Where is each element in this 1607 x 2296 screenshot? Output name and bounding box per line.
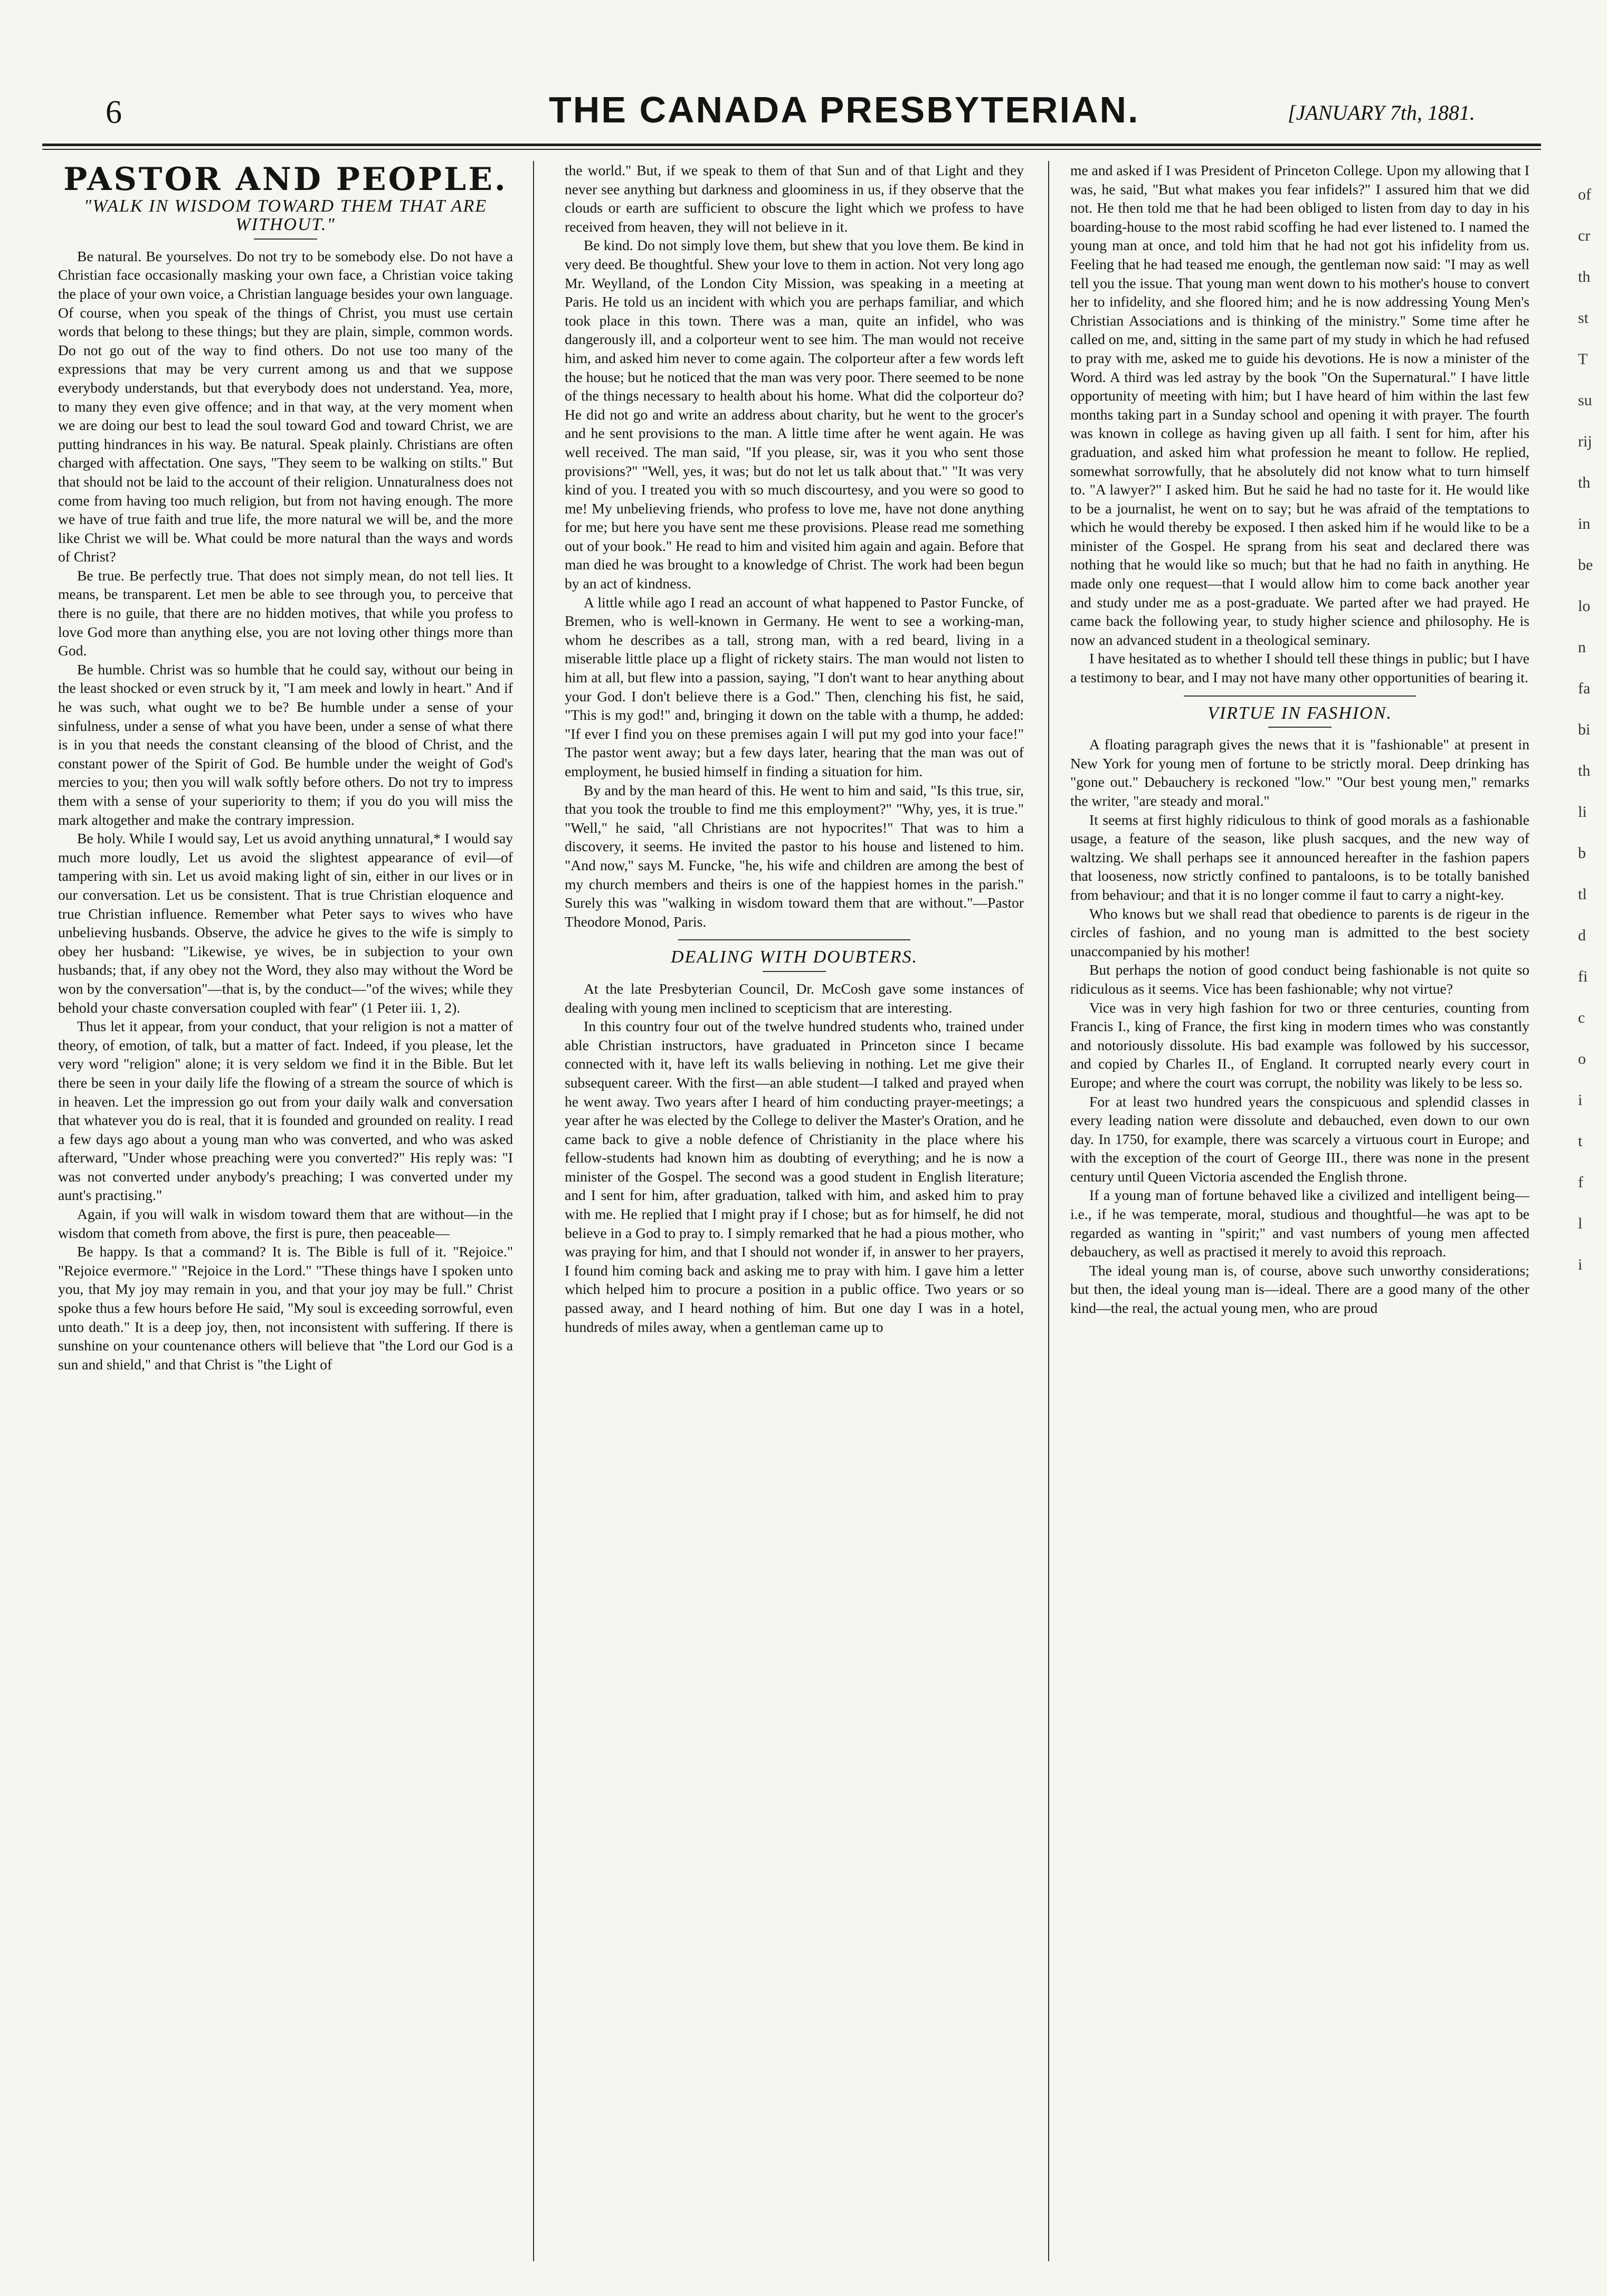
adjacent-page-fragment <box>1578 174 1607 1285</box>
margin-fragment: T <box>1578 350 1588 368</box>
article-title: VIRTUE IN FASHION. <box>1207 703 1392 723</box>
column-divider <box>1048 161 1049 2261</box>
margin-fragment: t <box>1578 1132 1583 1150</box>
margin-fragment: of <box>1578 186 1591 203</box>
paragraph: For at least two hundred years the conspicuous and splendid classes in every leading nation were dissolute and debauched, even down to our own day. In 1750, for example, there was scarcely a virtuous court in Europe; and with the exception of the court of George III., there was none in the present century until Queen Victoria ascended the English throne. <box>1070 1093 1529 1185</box>
margin-fragment: cr <box>1578 227 1591 244</box>
paragraph: In this country four out of the twelve hundred students who, trained under able Christian instructors, have graduated in Princeton since I became connected with it, have left its walls believing in nothing. Let me give their subsequent career. With the first—an able student—I talked and prayed when he went away. Two years after I heard of him conducting prayer-meetings; a year after he was elected by the College to deliver the Master's Oration, and he came back to give a noble defence of Christianity in the place where his fellow-students had known him as doubting of everything; and he is now a minister of the Gospel. The second was a good student in English literature; and I sent for him, after graduation, talked with him, and asked him to pray with me. He replied that I might pray if I chose; but as for himself, he did not believe in a God to pray to. I simply remarked that he had a pious mother, who was praying for him, and that I should not wonder if, in answer to her prayers, I found him coming back and asking me to pray with him. I gave him a letter which helped him to procure a position in a public office. Two years or so passed away, and I heard nothing of him. But one day I was in a hotel, hundreds of miles away, when a gentleman came up to <box>565 1018 1024 1335</box>
margin-fragment: in <box>1578 515 1591 532</box>
paragraph: Thus let it appear, from your conduct, that your religion is not a matter of theory, of emotion, of talk, but a matter of fact. Indeed, if you please, let the very word "religion" alone; it is very seldom we find it in the Bible. But let there be seen in your daily life the flowing of a stream the source of which is in heaven. Let the impression go out from your daily walk and conversation that whatever you do is real, that it is founded and grounded on reality. I read a few days ago about a young man who was converted, and who was asked afterward, "Under whose preaching were you converted?" His reply was: "I was not converted under anybody's preaching; I was converted under my aunt's practising." <box>58 1018 513 1204</box>
title-rule <box>254 239 317 240</box>
column-divider <box>533 161 534 2261</box>
margin-fragment: c <box>1578 1009 1585 1026</box>
article-title: DEALING WITH DOUBTERS. <box>670 947 918 967</box>
margin-fragment: lo <box>1578 597 1591 615</box>
masthead <box>0 0 1607 158</box>
masthead-rule <box>42 144 1541 146</box>
margin-fragment: d <box>1578 927 1586 944</box>
margin-fragment: fa <box>1578 680 1591 697</box>
paragraph: me and asked if I was President of Princeton College. Upon my allowing that I was, he said, "But what makes you fear infidels?" I assured him that we did not. He then told me that he had been obliged to listen from day to day in his boarding-house to the most rabid scoffing he had ever listened to. I named the young man at once, and told him that he had not got his infidelity from us. Feeling that he had teased me enough, the gentleman now said: "I may as well tell you the issue. That young man went down to his mother's house to convert her to infidelity, and she floored him; and he is now addressing Young Men's Christian Associations and is thinking of the ministry." Some time after he called on me, and, sitting in the same part of my study in which he had refused to pray with me, asked me to guide his devotions. He is now a minister of the Word. A third was led astray by the book "On the Supernatural." I have little opportunity of meeting with him; but I have heard of him within the last few months taking part in a Sunday school and opening it with prayer. The fourth was known in college as having given up all faith. I sent for him, after his graduation, and asked him what profession he meant to follow. He replied, somewhat sorrowfully, that he absolutely did not know what to turn himself to. "A lawyer?" I asked him. But he said he had no taste for it. He would like to be a journalist, he went on to say; but he was afraid of the temptations to which he would thereby be exposed. I then asked him if he would like to be a minister of the Gospel. He sprang from his seat and declared there was nothing that he would like so much; but that he had no faith in anything. He made only one request—that I would allow him to come back another year and study under me as a post-graduate. We parted after we had prayed. He came back the following year, to study higher science and philosophy. He is now an advanced student in a theological seminary. <box>1070 162 1529 648</box>
paragraph: It seems at first highly ridiculous to think of good morals as a fashionable usage, a feature of the season, like plush sacques, and the new way of waltzing. We shall perhaps see it announced hereafter in the fashion papers that looseness, now strictly confined to pantaloons, is to be totally banished from behaviour; and that it is no longer comme il faut to carry a night-key. <box>1070 811 1529 903</box>
paragraph: Be happy. Is that a command? It is. The Bible is full of it. "Rejoice." "Rejoice evermore." "Rejoice in the Lord." "These things have I spoken unto you, that My joy may remain in you, and that your joy may be full." Christ spoke thus a few hours before He said, "My soul is exceeding sorrowful, even unto death." It is a deep joy, then, not inconsistent with suffering. If there is sunshine on your countenance others will believe that "the Lord our God is a sun and shield," and that Christ is "the Light of <box>58 1243 513 1373</box>
column-2 <box>565 161 1024 2261</box>
paragraph: If a young man of fortune behaved like a civilized and intelligent being—i.e., if he was temperate, moral, studious and thoughtful—he was apt to be regarded as wanting in "spirit;" and vast numbers of young men affected debauchery, as well as practised it merely to avoid this reproach. <box>1070 1187 1529 1260</box>
article-rule <box>678 939 910 940</box>
newspaper-title: THE CANADA PRESBYTERIAN. <box>549 89 1140 130</box>
margin-fragment: b <box>1578 844 1586 862</box>
paragraph: A floating paragraph gives the news that it is "fashionable" at present in New York for young men of fortune to be strictly moral. Deep drinking has "gone out." Debauchery is reckoned "low." "Our best young men," remarks the writer, "are steady and moral." <box>1070 736 1529 809</box>
paragraph: Vice was in very high fashion for two or three centuries, counting from Francis I., king of France, the first king in modern times who was constantly and notoriously dissolute. His bad example was followed by his successor, and copied by Charles II., of England. It corrupted nearly every court in Europe; and where the court was corrupt, the nobility was likely to be less so. <box>1070 999 1529 1091</box>
paragraph: At the late Presbyterian Council, Dr. McCosh gave some instances of dealing with young men inclined to scepticism that are interesting. <box>565 980 1024 1016</box>
margin-fragment: th <box>1578 268 1591 285</box>
margin-fragment: st <box>1578 309 1589 327</box>
paragraph: I have hesitated as to whether I should tell these things in public; but I have a testimony to bear, and I may not have many other opportunities of bearing it. <box>1070 650 1529 686</box>
page-number: 6 <box>106 94 122 130</box>
title-rule <box>1268 727 1332 728</box>
margin-fragment: th <box>1578 762 1591 779</box>
article-rule <box>1184 696 1416 697</box>
section-heading: PASTOR AND PEOPLE. <box>63 161 508 198</box>
paragraph: Be humble. Christ was so humble that he could say, without our being in the least shocked or even struck by it, "I am meek and lowly in heart." And if he was such, what ought we to be? Be humble under a sense of your sinfulness, under a sense of what you have been, under a sense of what there is in you that needs the constant cleansing of the blood of Christ, and the constant power of the Spirit of God. Be humble under the weight of God's mercies to you; then you will walk softly before others. Do not try to impress them with a sense of your superiority to them; if you do you will miss the mark altogether and make the contrary impression. <box>58 661 513 828</box>
article-title: "WALK IN WISDOM TOWARD THEM THAT ARE WITHOUT." <box>83 196 488 235</box>
paragraph: Be holy. While I would say, Let us avoid anything unnatural,* I would say much more loudly, Let us avoid the slightest appearance of evil—of tampering with sin. Let us avoid making light of sin, either in our lives or in our conversation. Let us be consistent. That is true Christian eloquence and true Christian influence. Remember what Peter says to wives who have unbelieving husbands. Observe, the advice he gives to the wife is simply to obey her husband: "Likewise, ye wives, be in subjection to your own husbands; that, if any obey not the Word, they also may without the Word be won by the conversation"—that is, by the conduct—"of the wives; while they behold your chaste conversation coupled with fear" (1 Peter iii. 1, 2). <box>58 830 513 1016</box>
margin-fragment: bi <box>1578 721 1591 738</box>
masthead-rule-thin <box>42 149 1541 150</box>
column-3 <box>1070 161 1529 2261</box>
margin-fragment: l <box>1578 1215 1583 1232</box>
paragraph: Again, if you will walk in wisdom toward them that are without—in the wisdom that cometh from above, the first is pure, then peaceable— <box>58 1206 513 1241</box>
paragraph: The ideal young man is, of course, above such unworthy considerations; but then, the ideal young man is—ideal. There are a good many of the other kind—the real, the actual young men, who are proud <box>1070 1262 1529 1317</box>
margin-fragment: i <box>1578 1256 1583 1273</box>
margin-fragment: tl <box>1578 885 1587 903</box>
margin-fragment: su <box>1578 392 1592 409</box>
margin-fragment: o <box>1578 1050 1586 1068</box>
margin-fragment: th <box>1578 474 1591 491</box>
margin-fragment: f <box>1578 1174 1583 1191</box>
margin-fragment: rij <box>1578 433 1592 450</box>
paragraph: But perhaps the notion of good conduct being fashionable is not quite so ridiculous as it seems. Vice has been fashionable; why not virtue? <box>1070 961 1529 997</box>
paragraph: A little while ago I read an account of what happened to Pastor Funcke, of Bremen, who is well-known in Germany. He went to see a working-man, whom he describes as a tall, strong man, with a red beard, living in a miserable little place up a flight of rickety stairs. The man would not listen to him at all, but flew into a passion, saying, "I don't want to hear anything about your God. I don't believe there is a God." Then, clenching his fist, he said, "This is my god!" and, bringing it down on the table with a thump, he added: "If ever I find you on these premises again I will put my god into your face!" The pastor went away; but a few days later, hearing that the man was out of employment, he busied himself in finding a situation for him. <box>565 594 1024 779</box>
paragraph: Be natural. Be yourselves. Do not try to be somebody else. Do not have a Christian face occasionally masking your own face, a Christian voice taking the place of your own voice, a Christian language besides your own language. Of course, when you speak of the things of Christ, you must use certain words that belong to these things; but they are plain, simple, common words. Do not go out of the way to find others. Do not use too many of the expressions that may be very current among us and that we suppose everybody understands, but that everybody does not understand. Yea, more, to many they even give offence; and in that way, at the very moment when we are doing our best to lead the soul toward God and toward Christ, we are putting hindrances in his way. Be natural. Speak plainly. Christians are often charged with affectation. One says, "They seem to be walking on stilts." But that should not be laid to the account of their religion. Unnaturalness does not come from having too much religion, but from not having enough. The more we have of true faith and true life, the more natural we will be, and the more like Christ we will be. What could be more natural than the ways and words of Christ? <box>58 247 513 565</box>
margin-fragment: i <box>1578 1091 1583 1109</box>
margin-fragment: li <box>1578 803 1587 821</box>
paragraph: Who knows but we shall read that obedience to parents is de rigeur in the circles of fashion, and no young man is admitted to the best society unaccompanied by his mother! <box>1070 905 1529 959</box>
paragraph: Be true. Be perfectly true. That does not simply mean, do not tell lies. It means, be transparent. Let men be able to see through you, to perceive that there is no guile, that there are no hidden motives, that while you profess to love God more than anything else, you are not loving other things more than God. <box>58 567 513 659</box>
margin-fragment: be <box>1578 556 1593 574</box>
paragraph: By and by the man heard of this. He went to him and said, "Is this true, sir, that you took the trouble to find me this employment?" "Why, yes, it is true." "Well," he said, "all Christians are not hypocrites!" That was to him a discovery, it seems. He invited the pastor to his house and listened to him. "And now," says M. Funcke, "he, his wife and children are among the best of my church members and theirs is one of the happiest homes in the parish." Surely this was "walking in wisdom toward them that are without."—Pastor Theodore Monod, Paris. <box>565 782 1024 930</box>
margin-fragment: n <box>1578 639 1586 656</box>
paragraph: the world." But, if we speak to them of that Sun and of that Light and they never see anything but darkness and gloominess in us, if they observe that the clouds or earth are sufficient to obscure the light which we profess to have received from heaven, they will not believe in it. <box>565 162 1024 235</box>
column-1 <box>58 161 513 2261</box>
issue-date: [JANUARY 7th, 1881. <box>1288 101 1475 125</box>
margin-fragment: fi <box>1578 968 1588 985</box>
paragraph: Be kind. Do not simply love them, but shew that you love them. Be kind in very deed. Be thoughtful. Shew your love to them in action. Not very long ago Mr. Weylland, of the London City Mission, was speaking in a meeting at Paris. He told us an incident with which you are perhaps familiar, and which took place in this town. There was a man, quite an infidel, who was dangerously ill, and a colporteur went to see him. The man would not receive him, and asked him never to come again. The colporteur after a few words left the house; but he noticed that the man was very poor. There seemed to be none of the things necessary to health about his home. What did the colporteur do? He did not go and write an address about charity, but he went to the grocer's and he sent provisions to the man. A little time after he went again. He was well received. The man said, "If you please, sir, was it you who sent those provisions?" "Well, yes, it was; but do not let us talk about that." "It was very kind of you. I treated you with so much discourtesy, and you were so good to me! My unbelieving friends, who profess to love me, have not done anything for me; but here you have sent me these provisions. Please read me something out of your book." He read to him and visited him again and again. Before that man died he was brought to a knowledge of Christ. The work had been begun by an act of kindness. <box>565 237 1024 592</box>
title-rule <box>763 971 826 972</box>
